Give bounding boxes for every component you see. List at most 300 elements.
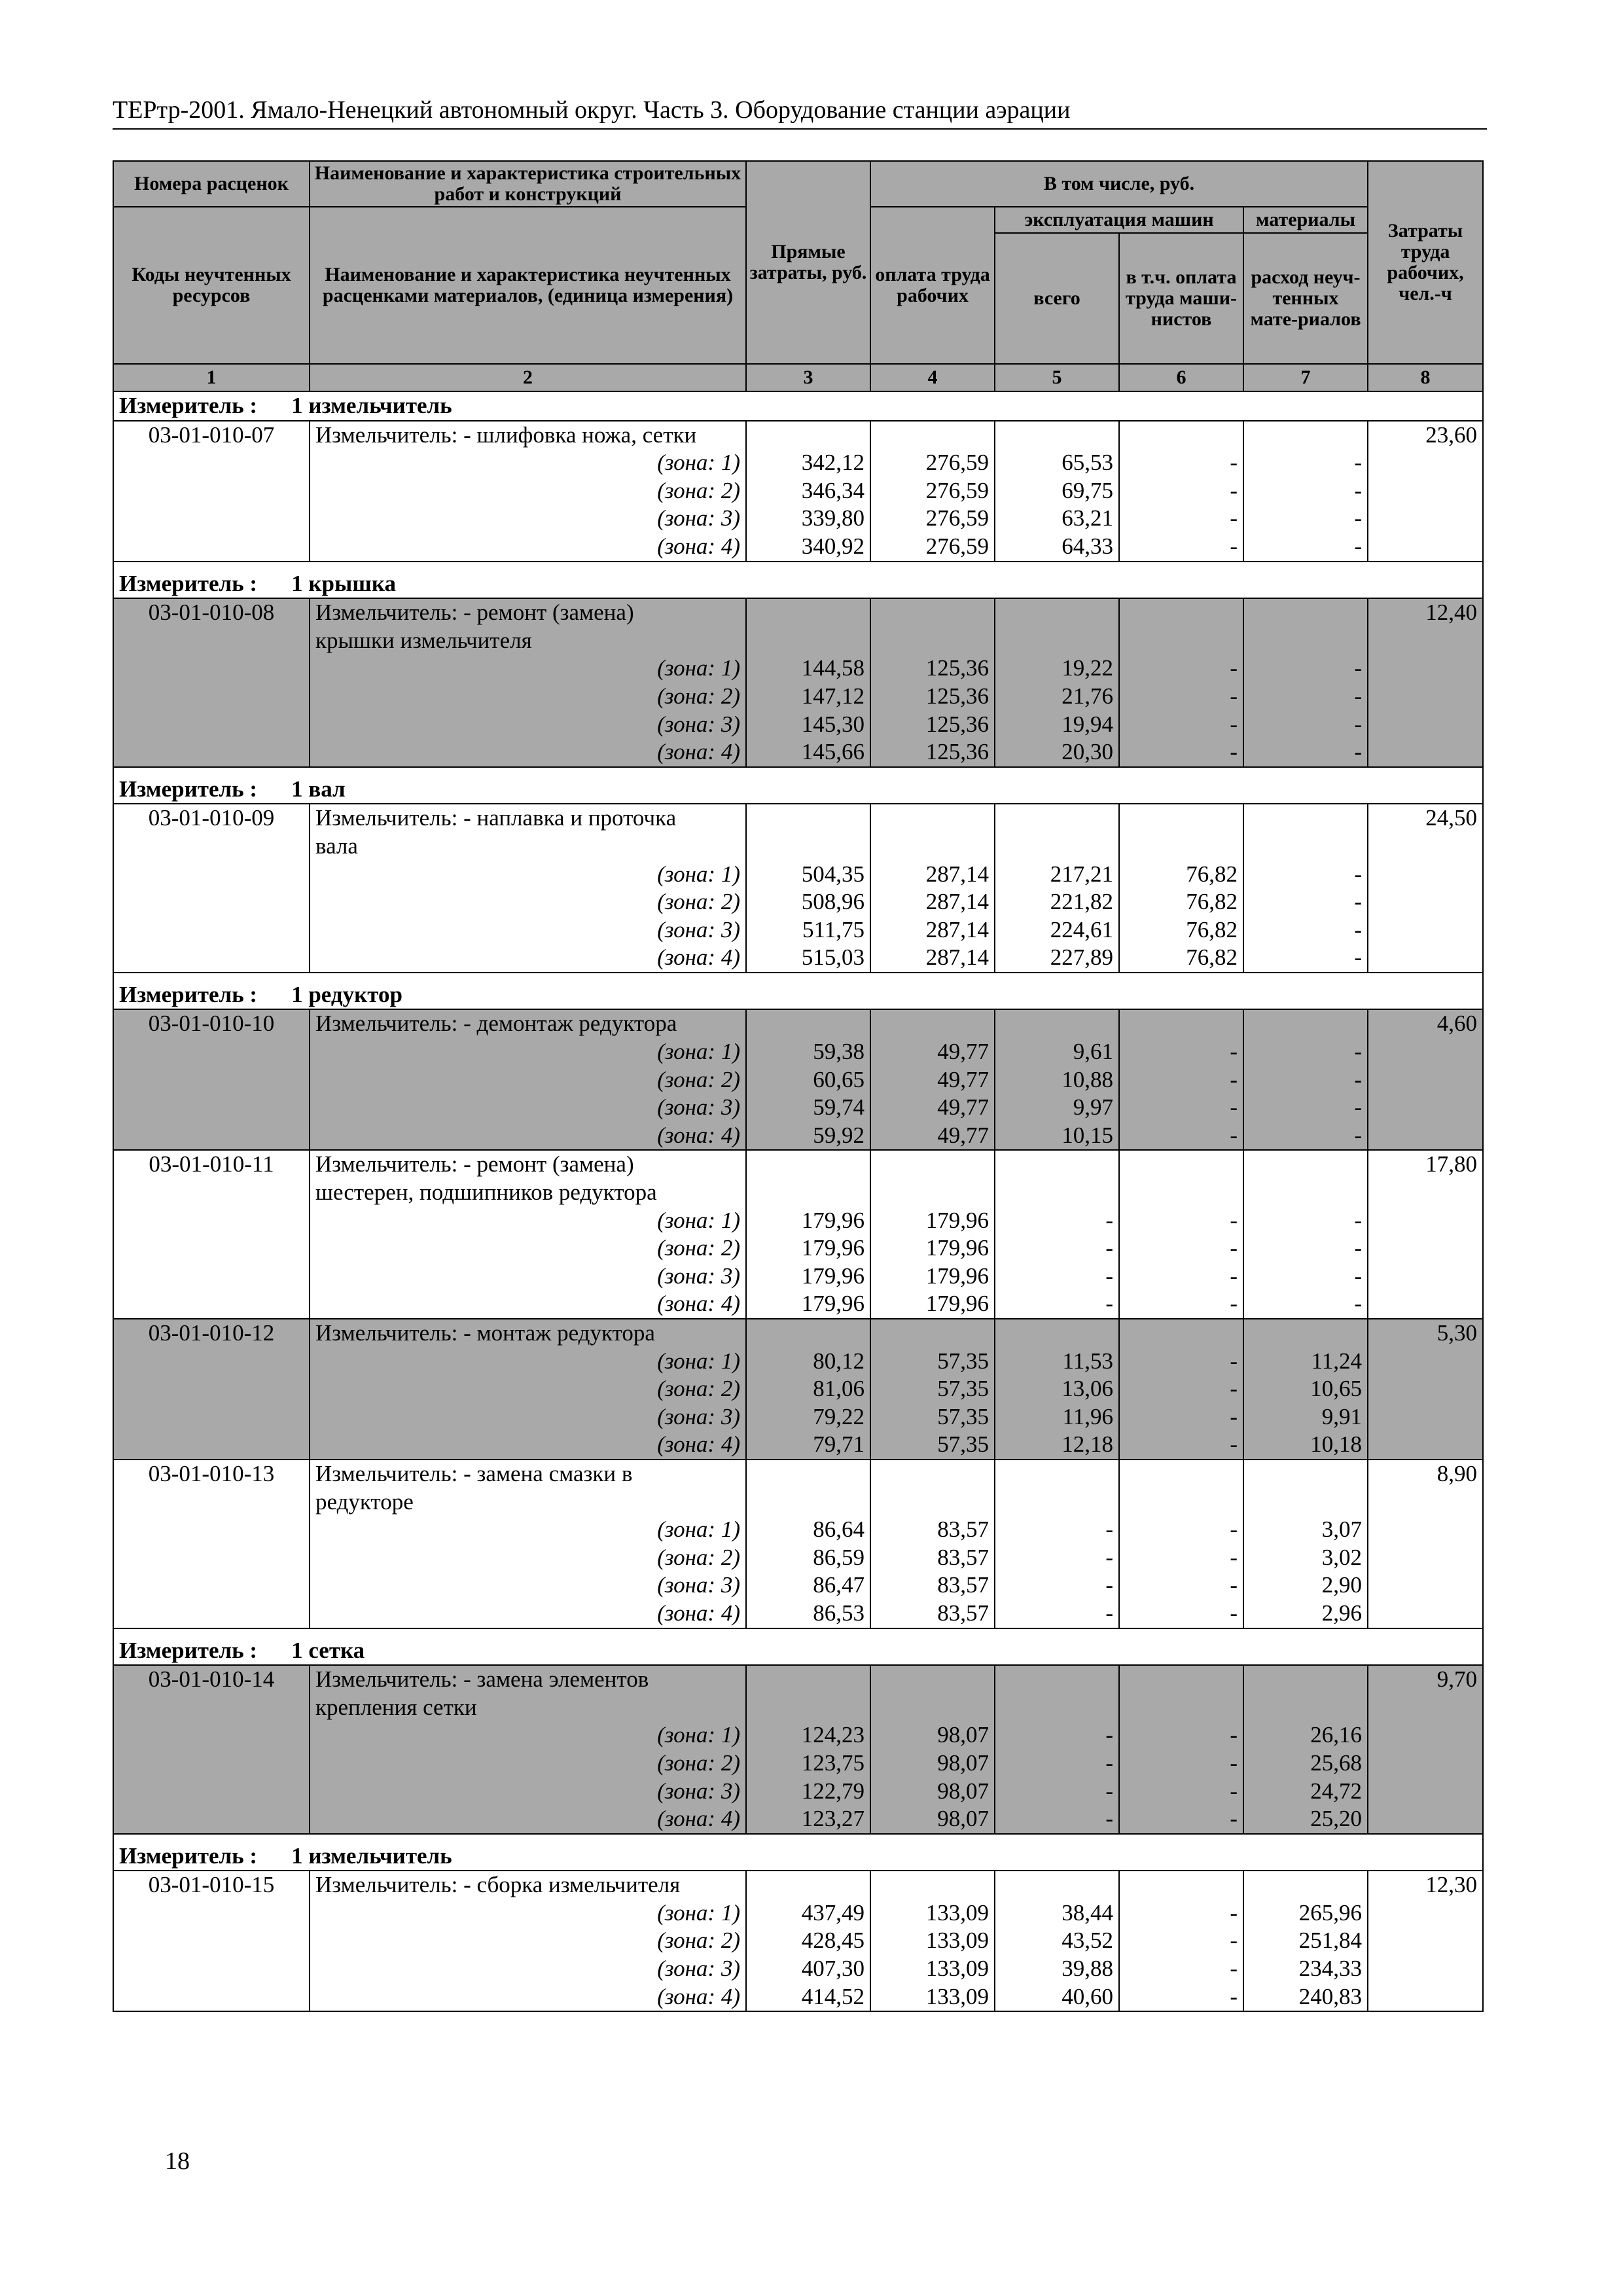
empty-cell bbox=[1119, 1150, 1243, 1179]
empty-cell bbox=[113, 1122, 310, 1151]
machinist-pay: - bbox=[1119, 1516, 1243, 1544]
machinist-pay: - bbox=[1119, 449, 1243, 477]
measure-label: Измеритель : bbox=[119, 1637, 258, 1663]
empty-cell bbox=[1368, 1955, 1483, 1983]
table-row bbox=[113, 804, 1483, 833]
machinist-pay: - bbox=[1119, 1066, 1243, 1094]
measure-label: Измеритель : bbox=[119, 393, 258, 418]
zone-label: (зона: 2) bbox=[310, 1749, 746, 1778]
empty-cell bbox=[1368, 1066, 1483, 1094]
zone-label: (зона: 4) bbox=[310, 1122, 746, 1151]
empty-cell bbox=[870, 421, 995, 450]
table-row bbox=[113, 711, 1483, 739]
labor-pay: 125,36 bbox=[870, 738, 995, 767]
empty-cell bbox=[1368, 1263, 1483, 1291]
zone-label: (зона: 4) bbox=[310, 1600, 746, 1628]
machine-total: 43,52 bbox=[995, 1927, 1119, 1955]
empty-cell bbox=[1368, 1544, 1483, 1572]
machinist-pay: - bbox=[1119, 1234, 1243, 1263]
empty-cell bbox=[746, 1871, 870, 1899]
machine-total: 21,76 bbox=[995, 683, 1119, 711]
empty-cell bbox=[113, 1544, 310, 1572]
zone-label: (зона: 2) bbox=[310, 1375, 746, 1403]
direct-costs: 123,75 bbox=[746, 1749, 870, 1778]
zone-label: (зона: 4) bbox=[310, 944, 746, 973]
zone-label: (зона: 1) bbox=[310, 1207, 746, 1235]
labor-pay: 276,59 bbox=[870, 533, 995, 562]
header-work-name: Наименование и характеристика строительных работ и конструкций bbox=[310, 161, 746, 207]
machinist-pay: - bbox=[1119, 1122, 1243, 1151]
machine-total: 13,06 bbox=[995, 1375, 1119, 1403]
labor-pay: 49,77 bbox=[870, 1066, 995, 1094]
materials-value: 3,02 bbox=[1243, 1544, 1368, 1572]
table-row bbox=[113, 1122, 1483, 1151]
machine-total: - bbox=[995, 1207, 1119, 1235]
machine-total: 40,60 bbox=[995, 1983, 1119, 2012]
rate-name: Измельчитель: - ремонт (замена) bbox=[310, 1150, 746, 1179]
zone-label: (зона: 1) bbox=[310, 1721, 746, 1749]
rate-name: Измельчитель: - демонтаж редуктора bbox=[310, 1009, 746, 1038]
empty-cell bbox=[746, 1488, 870, 1516]
rate-code: 03-01-010-07 bbox=[113, 421, 310, 450]
direct-costs: 80,12 bbox=[746, 1348, 870, 1376]
table-row bbox=[113, 477, 1483, 505]
empty-cell bbox=[113, 627, 310, 655]
labor-pay: 49,77 bbox=[870, 1038, 995, 1066]
machinist-pay: - bbox=[1119, 711, 1243, 739]
machine-total: - bbox=[995, 1571, 1119, 1600]
rate-name: Измельчитель: - ремонт (замена) bbox=[310, 598, 746, 627]
rates-table bbox=[113, 160, 1484, 2012]
empty-cell bbox=[1119, 1665, 1243, 1694]
labor-pay: 98,07 bbox=[870, 1721, 995, 1749]
labor-pay: 98,07 bbox=[870, 1778, 995, 1806]
labor-costs: 8,90 bbox=[1368, 1460, 1483, 1488]
materials-value: - bbox=[1243, 1122, 1368, 1151]
table-body bbox=[113, 391, 1483, 2011]
machine-total: 19,94 bbox=[995, 711, 1119, 739]
empty-cell bbox=[870, 1460, 995, 1488]
empty-cell bbox=[1119, 1319, 1243, 1348]
measure-unit: 1 вал bbox=[291, 776, 346, 802]
machine-total: 217,21 bbox=[995, 861, 1119, 889]
empty-cell bbox=[1119, 1009, 1243, 1038]
empty-cell bbox=[1368, 1927, 1483, 1955]
materials-value: 234,33 bbox=[1243, 1955, 1368, 1983]
table-row bbox=[113, 1927, 1483, 1955]
empty-cell bbox=[1368, 1403, 1483, 1431]
empty-cell bbox=[113, 1983, 310, 2012]
materials-value: - bbox=[1243, 944, 1368, 973]
page-number: 18 bbox=[165, 2147, 190, 2175]
table-row bbox=[113, 1899, 1483, 1928]
labor-pay: 83,57 bbox=[870, 1600, 995, 1628]
labor-pay: 287,14 bbox=[870, 916, 995, 944]
empty-cell bbox=[1368, 449, 1483, 477]
machine-total: - bbox=[995, 1749, 1119, 1778]
machinist-pay: - bbox=[1119, 477, 1243, 505]
materials-value: - bbox=[1243, 477, 1368, 505]
labor-costs: 12,30 bbox=[1368, 1871, 1483, 1899]
rate-name: Измельчитель: - шлифовка ножа, сетки bbox=[310, 421, 746, 450]
direct-costs: 122,79 bbox=[746, 1778, 870, 1806]
labor-pay: 98,07 bbox=[870, 1805, 995, 1834]
zone-label: (зона: 2) bbox=[310, 1066, 746, 1094]
rate-code: 03-01-010-10 bbox=[113, 1009, 310, 1038]
empty-cell bbox=[113, 1927, 310, 1955]
machine-total: - bbox=[995, 1721, 1119, 1749]
direct-costs: 145,30 bbox=[746, 711, 870, 739]
materials-value: - bbox=[1243, 1066, 1368, 1094]
labor-pay: 133,09 bbox=[870, 1927, 995, 1955]
empty-cell bbox=[995, 1179, 1119, 1207]
labor-costs: 5,30 bbox=[1368, 1319, 1483, 1348]
machinist-pay: - bbox=[1119, 1094, 1243, 1122]
empty-cell bbox=[1368, 1122, 1483, 1151]
empty-cell bbox=[746, 1694, 870, 1722]
empty-cell bbox=[113, 1571, 310, 1600]
machine-total: 38,44 bbox=[995, 1899, 1119, 1928]
zone-label: (зона: 2) bbox=[310, 477, 746, 505]
table-row bbox=[113, 1778, 1483, 1806]
empty-cell bbox=[113, 1488, 310, 1516]
labor-pay: 287,14 bbox=[870, 888, 995, 916]
labor-costs: 4,60 bbox=[1368, 1009, 1483, 1038]
direct-costs: 123,27 bbox=[746, 1805, 870, 1834]
materials-value: 3,07 bbox=[1243, 1516, 1368, 1544]
header-labor-pay: оплата труда рабочих bbox=[870, 207, 995, 364]
empty-cell bbox=[113, 1403, 310, 1431]
machinist-pay: - bbox=[1119, 1778, 1243, 1806]
measure-cell bbox=[113, 1842, 1483, 1871]
labor-pay: 276,59 bbox=[870, 477, 995, 505]
direct-costs: 179,96 bbox=[746, 1234, 870, 1263]
spacer-cell bbox=[113, 767, 1483, 776]
empty-cell bbox=[113, 1234, 310, 1263]
materials-value: 265,96 bbox=[1243, 1899, 1368, 1928]
table-row bbox=[113, 627, 1483, 655]
empty-cell bbox=[1368, 833, 1483, 861]
machine-total: - bbox=[995, 1600, 1119, 1628]
empty-cell bbox=[746, 1319, 870, 1348]
labor-pay: 83,57 bbox=[870, 1544, 995, 1572]
empty-cell bbox=[995, 804, 1119, 833]
table-row bbox=[113, 1749, 1483, 1778]
labor-pay: 287,14 bbox=[870, 944, 995, 973]
machine-total: 9,61 bbox=[995, 1038, 1119, 1066]
rate-code: 03-01-010-14 bbox=[113, 1665, 310, 1694]
empty-cell bbox=[1368, 477, 1483, 505]
empty-cell bbox=[995, 1871, 1119, 1899]
direct-costs: 124,23 bbox=[746, 1721, 870, 1749]
header-direct-costs: Прямые затраты, руб. bbox=[746, 161, 870, 364]
table-row bbox=[113, 1038, 1483, 1066]
table-row bbox=[113, 1066, 1483, 1094]
machinist-pay: - bbox=[1119, 738, 1243, 767]
zone-label: (зона: 3) bbox=[310, 711, 746, 739]
empty-cell bbox=[113, 1066, 310, 1094]
zone-label: (зона: 2) bbox=[310, 1234, 746, 1263]
empty-cell bbox=[870, 833, 995, 861]
machine-total: 221,82 bbox=[995, 888, 1119, 916]
machine-total: - bbox=[995, 1290, 1119, 1319]
direct-costs: 147,12 bbox=[746, 683, 870, 711]
machine-total: - bbox=[995, 1516, 1119, 1544]
empty-cell bbox=[1368, 1431, 1483, 1460]
empty-cell bbox=[995, 627, 1119, 655]
materials-value: - bbox=[1243, 861, 1368, 889]
machinist-pay: 76,82 bbox=[1119, 888, 1243, 916]
direct-costs: 179,96 bbox=[746, 1290, 870, 1319]
empty-cell bbox=[1243, 627, 1368, 655]
table-header bbox=[113, 161, 1483, 391]
measure-label: Измеритель : bbox=[119, 570, 258, 596]
machine-total: 65,53 bbox=[995, 449, 1119, 477]
machinist-pay: - bbox=[1119, 1721, 1243, 1749]
machinist-pay: - bbox=[1119, 1927, 1243, 1955]
empty-cell bbox=[1368, 627, 1483, 655]
table-row bbox=[113, 1871, 1483, 1899]
measure-unit: 1 измельчитель bbox=[291, 1842, 452, 1869]
machinist-pay: - bbox=[1119, 1983, 1243, 2012]
empty-cell bbox=[1119, 833, 1243, 861]
direct-costs: 437,49 bbox=[746, 1899, 870, 1928]
labor-costs: 23,60 bbox=[1368, 421, 1483, 450]
table-row bbox=[113, 1234, 1483, 1263]
empty-cell bbox=[113, 1516, 310, 1544]
labor-pay: 179,96 bbox=[870, 1234, 995, 1263]
labor-costs: 17,80 bbox=[1368, 1150, 1483, 1179]
empty-cell bbox=[870, 1319, 995, 1348]
materials-value: - bbox=[1243, 655, 1368, 683]
zone-label: (зона: 3) bbox=[310, 916, 746, 944]
rate-code: 03-01-010-13 bbox=[113, 1460, 310, 1488]
measure-row bbox=[113, 981, 1483, 1010]
zone-label: (зона: 3) bbox=[310, 1571, 746, 1600]
empty-cell bbox=[1243, 1871, 1368, 1899]
empty-cell bbox=[113, 888, 310, 916]
column-number: 4 bbox=[870, 364, 995, 391]
table-row bbox=[113, 1094, 1483, 1122]
rate-code: 03-01-010-09 bbox=[113, 804, 310, 833]
column-number: 5 bbox=[995, 364, 1119, 391]
rate-name: Измельчитель: - замена элементов bbox=[310, 1665, 746, 1694]
measure-row bbox=[113, 391, 1483, 421]
machinist-pay: - bbox=[1119, 1290, 1243, 1319]
table-row bbox=[113, 1665, 1483, 1694]
measure-cell bbox=[113, 1637, 1483, 1666]
direct-costs: 81,06 bbox=[746, 1375, 870, 1403]
measure-cell bbox=[113, 570, 1483, 599]
empty-cell bbox=[995, 1694, 1119, 1722]
empty-cell bbox=[113, 1694, 310, 1722]
rate-name: крышки измельчителя bbox=[310, 627, 746, 655]
measure-unit: 1 редуктор bbox=[291, 981, 402, 1007]
rate-name: Измельчитель: - сборка измельчителя bbox=[310, 1871, 746, 1899]
empty-cell bbox=[113, 833, 310, 861]
table-row bbox=[113, 1179, 1483, 1207]
table-row bbox=[113, 833, 1483, 861]
empty-cell bbox=[113, 861, 310, 889]
empty-cell bbox=[870, 1179, 995, 1207]
machine-total: - bbox=[995, 1778, 1119, 1806]
empty-cell bbox=[1368, 1375, 1483, 1403]
empty-cell bbox=[1119, 1694, 1243, 1722]
direct-costs: 414,52 bbox=[746, 1983, 870, 2012]
materials-value: - bbox=[1243, 683, 1368, 711]
empty-cell bbox=[995, 421, 1119, 450]
machinist-pay: - bbox=[1119, 1207, 1243, 1235]
column-number: 7 bbox=[1243, 364, 1368, 391]
measure-unit: 1 сетка bbox=[291, 1637, 365, 1663]
table-row bbox=[113, 861, 1483, 889]
column-number: 3 bbox=[746, 364, 870, 391]
measure-unit: 1 измельчитель bbox=[291, 393, 452, 418]
machinist-pay: - bbox=[1119, 1263, 1243, 1291]
empty-cell bbox=[113, 1899, 310, 1928]
labor-pay: 133,09 bbox=[870, 1983, 995, 2012]
direct-costs: 504,35 bbox=[746, 861, 870, 889]
empty-cell bbox=[113, 711, 310, 739]
empty-cell bbox=[870, 1871, 995, 1899]
labor-pay: 57,35 bbox=[870, 1375, 995, 1403]
table-row bbox=[113, 1290, 1483, 1319]
materials-value: 24,72 bbox=[1243, 1778, 1368, 1806]
measure-label: Измеритель : bbox=[119, 1842, 258, 1869]
labor-pay: 125,36 bbox=[870, 683, 995, 711]
direct-costs: 342,12 bbox=[746, 449, 870, 477]
empty-cell bbox=[113, 1348, 310, 1376]
empty-cell bbox=[1243, 1009, 1368, 1038]
zone-label: (зона: 1) bbox=[310, 655, 746, 683]
table-row bbox=[113, 944, 1483, 973]
labor-pay: 133,09 bbox=[870, 1955, 995, 1983]
materials-value: - bbox=[1243, 1094, 1368, 1122]
empty-cell bbox=[1243, 1694, 1368, 1722]
rate-name: редукторе bbox=[310, 1488, 746, 1516]
machinist-pay: - bbox=[1119, 1600, 1243, 1628]
machine-total: 224,61 bbox=[995, 916, 1119, 944]
direct-costs: 515,03 bbox=[746, 944, 870, 973]
table-row bbox=[113, 655, 1483, 683]
materials-value: - bbox=[1243, 1207, 1368, 1235]
column-number: 8 bbox=[1368, 364, 1483, 391]
direct-costs: 428,45 bbox=[746, 1927, 870, 1955]
group-spacer bbox=[113, 973, 1483, 981]
measure-row bbox=[113, 570, 1483, 599]
empty-cell bbox=[995, 598, 1119, 627]
header-rate-numbers: Номера расценок bbox=[113, 161, 310, 207]
direct-costs: 86,47 bbox=[746, 1571, 870, 1600]
empty-cell bbox=[1368, 1805, 1483, 1834]
header-machine-operation: эксплуатация машин bbox=[995, 207, 1243, 233]
zone-label: (зона: 1) bbox=[310, 1899, 746, 1928]
table-row bbox=[113, 449, 1483, 477]
machine-total: 69,75 bbox=[995, 477, 1119, 505]
empty-cell bbox=[113, 738, 310, 767]
direct-costs: 79,71 bbox=[746, 1431, 870, 1460]
table-row bbox=[113, 1805, 1483, 1834]
empty-cell bbox=[1368, 1571, 1483, 1600]
measure-row bbox=[113, 776, 1483, 804]
table-row bbox=[113, 1955, 1483, 1983]
table-row bbox=[113, 1319, 1483, 1348]
empty-cell bbox=[870, 804, 995, 833]
table-row bbox=[113, 1375, 1483, 1403]
zone-label: (зона: 4) bbox=[310, 533, 746, 562]
table-row bbox=[113, 1544, 1483, 1572]
empty-cell bbox=[746, 598, 870, 627]
table-row bbox=[113, 888, 1483, 916]
empty-cell bbox=[870, 1694, 995, 1722]
machine-total: 39,88 bbox=[995, 1955, 1119, 1983]
empty-cell bbox=[113, 1721, 310, 1749]
empty-cell bbox=[1368, 505, 1483, 533]
group-spacer bbox=[113, 1834, 1483, 1842]
rate-name: Измельчитель: - наплавка и проточка bbox=[310, 804, 746, 833]
labor-pay: 83,57 bbox=[870, 1571, 995, 1600]
empty-cell bbox=[1368, 861, 1483, 889]
direct-costs: 511,75 bbox=[746, 916, 870, 944]
empty-cell bbox=[1368, 1721, 1483, 1749]
empty-cell bbox=[995, 1488, 1119, 1516]
empty-cell bbox=[995, 1460, 1119, 1488]
table-row bbox=[113, 505, 1483, 533]
group-spacer bbox=[113, 562, 1483, 570]
empty-cell bbox=[113, 1431, 310, 1460]
machine-total: - bbox=[995, 1234, 1119, 1263]
rate-code: 03-01-010-08 bbox=[113, 598, 310, 627]
machine-total: 63,21 bbox=[995, 505, 1119, 533]
zone-label: (зона: 1) bbox=[310, 1516, 746, 1544]
materials-value: - bbox=[1243, 888, 1368, 916]
page-header: ТЕРтр-2001. Ямало-Ненецкий автономный округ. Часть 3. Оборудование станции аэрации bbox=[113, 96, 1487, 130]
machinist-pay: - bbox=[1119, 1403, 1243, 1431]
empty-cell bbox=[1243, 1460, 1368, 1488]
table-row bbox=[113, 1150, 1483, 1179]
machinist-pay: 76,82 bbox=[1119, 944, 1243, 973]
empty-cell bbox=[113, 1290, 310, 1319]
empty-cell bbox=[746, 1665, 870, 1694]
direct-costs: 407,30 bbox=[746, 1955, 870, 1983]
direct-costs: 508,96 bbox=[746, 888, 870, 916]
column-number: 1 bbox=[113, 364, 310, 391]
measure-row bbox=[113, 1637, 1483, 1666]
group-spacer bbox=[113, 767, 1483, 776]
header-total: всего bbox=[995, 233, 1119, 364]
materials-value: - bbox=[1243, 738, 1368, 767]
measure-cell bbox=[113, 776, 1483, 804]
empty-cell bbox=[113, 1805, 310, 1834]
empty-cell bbox=[113, 1749, 310, 1778]
machine-total: 20,30 bbox=[995, 738, 1119, 767]
empty-cell bbox=[995, 1665, 1119, 1694]
rate-name: крепления сетки bbox=[310, 1694, 746, 1722]
zone-label: (зона: 2) bbox=[310, 683, 746, 711]
empty-cell bbox=[746, 1179, 870, 1207]
empty-cell bbox=[113, 1778, 310, 1806]
empty-cell bbox=[1119, 804, 1243, 833]
header-unaccounted-materials: расход неуч-тенных мате-риалов bbox=[1243, 233, 1368, 364]
empty-cell bbox=[113, 1600, 310, 1628]
rate-code: 03-01-010-15 bbox=[113, 1871, 310, 1899]
materials-value: - bbox=[1243, 449, 1368, 477]
table-row bbox=[113, 533, 1483, 562]
empty-cell bbox=[1243, 421, 1368, 450]
materials-value: - bbox=[1243, 711, 1368, 739]
empty-cell bbox=[1243, 804, 1368, 833]
materials-value: 240,83 bbox=[1243, 1983, 1368, 2012]
